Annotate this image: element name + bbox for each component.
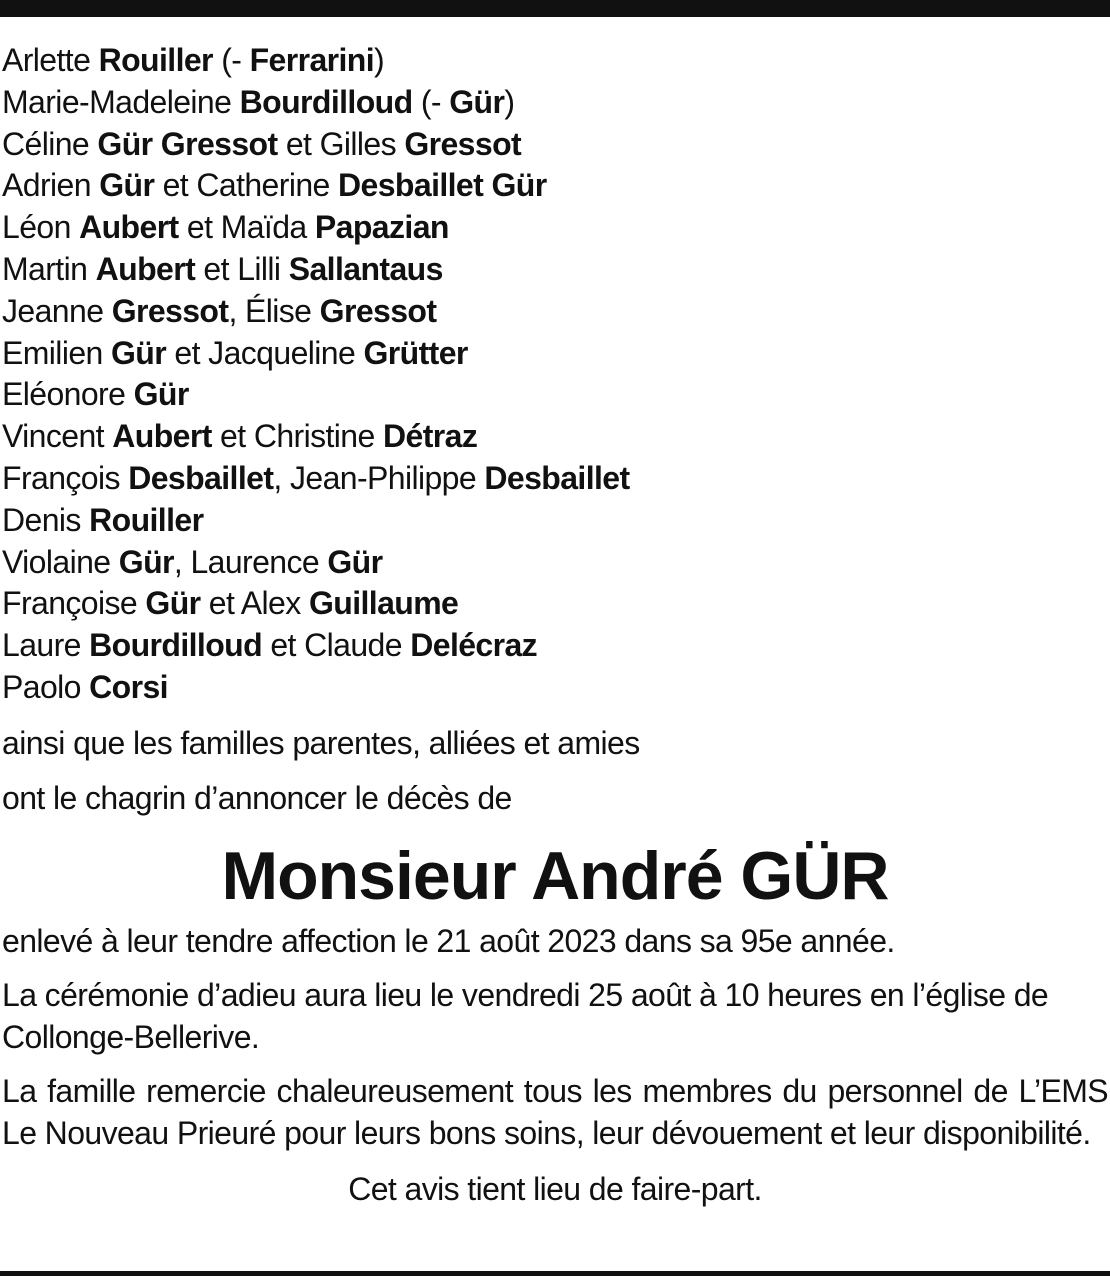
given-name-text: Léon — [2, 209, 80, 246]
mourner-line — [2, 291, 1108, 333]
given-name-text: ) — [504, 83, 515, 120]
given-name-text: ) — [374, 42, 385, 78]
surname: Gür — [118, 543, 174, 580]
top-rule — [0, 0, 1110, 17]
given-name-text: Laure — [2, 627, 90, 664]
mourner-line — [2, 416, 1108, 458]
surname: Bourdilloud — [89, 627, 263, 664]
given-name-text: et Christine — [211, 418, 383, 455]
given-name-text: (- — [212, 42, 250, 78]
surname: Papazian — [314, 209, 449, 246]
mourner-line — [2, 625, 1108, 667]
surname: Aubert — [79, 209, 179, 246]
mourner-line — [2, 40, 1108, 82]
closing-line: Cet avis tient lieu de faire-part. — [348, 1170, 762, 1207]
mourner-line — [2, 667, 1108, 709]
surname: Gür — [99, 167, 155, 204]
surname: Ferrarini — [249, 42, 375, 78]
given-name-text: Martin — [2, 250, 96, 287]
given-name-text: , Élise — [228, 292, 320, 329]
bottom-rule — [0, 1271, 1110, 1276]
ceremony-paragraph: La cérémonie d’adieu aura lieu le vendredi 25 août à 10 heures en l’église de Collonge-Bellerive. — [2, 976, 1049, 1055]
given-name-text: Violaine — [2, 543, 119, 580]
given-name-text: Françoise — [2, 585, 146, 622]
given-name-text: Marie-Madeleine — [2, 83, 240, 120]
surname: Delécraz — [410, 627, 538, 664]
mourner-line — [2, 124, 1108, 166]
mourner-line — [2, 333, 1108, 375]
surname: Aubert — [95, 250, 196, 287]
surname: Aubert — [112, 418, 212, 455]
announcement-line: ont le chagrin d’annoncer le décès de — [2, 779, 512, 816]
given-name-text: et Maïda — [178, 209, 315, 246]
surname: Corsi — [89, 668, 168, 705]
surname: Gür — [133, 376, 189, 413]
given-name-text: et Lilli — [195, 250, 289, 287]
surname: Bourdilloud — [239, 83, 413, 120]
given-name-text: Jeanne — [2, 292, 112, 329]
surname: Rouiller — [89, 501, 204, 538]
passing-line: enlevé à leur tendre affection le 21 août 2023 dans sa 95e année. — [2, 922, 895, 959]
given-name-text: et Claude — [262, 627, 411, 664]
mourners-list — [2, 40, 1108, 709]
surname: Gressot — [319, 292, 437, 329]
given-name-text: Emilien — [2, 334, 112, 371]
obituary-notice — [2, 40, 1108, 1210]
mourner-line — [2, 458, 1108, 500]
surname: Gressot — [404, 125, 522, 162]
mourner-line — [2, 583, 1108, 625]
given-name-text: et Jacqueline — [166, 334, 364, 371]
surname: Gressot — [111, 292, 229, 329]
mourner-line — [2, 165, 1108, 207]
given-name-text: Vincent — [2, 418, 113, 455]
given-name-text: François — [2, 459, 129, 496]
given-name-text: Denis — [2, 501, 90, 538]
surname: Gür — [449, 83, 505, 120]
surname: Desbaillet Gür — [338, 167, 547, 204]
given-name-text: , Jean-Philippe — [273, 459, 485, 496]
surname: Sallantaus — [288, 250, 443, 287]
given-name-text: Céline — [2, 125, 98, 162]
given-name-text: Paolo — [2, 668, 90, 705]
surname: Desbaillet — [484, 459, 630, 496]
thanks-paragraph: La famille remercie chaleureusement tous les membres du personnel de L’EMS Le Nouveau Prieuré pour leurs bons soins, leur dévouement et leur disponibilité. — [2, 1072, 1108, 1151]
surname: Gür — [111, 334, 167, 371]
surname: Gür Gressot — [97, 125, 278, 162]
surname: Gür — [327, 543, 383, 580]
families-line: ainsi que les familles parentes, alliées et amies — [2, 724, 640, 761]
given-name-text: Arlette — [2, 42, 99, 78]
mourner-line — [2, 207, 1108, 249]
given-name-text: et Gilles — [277, 125, 405, 162]
given-name-text: (- — [412, 83, 450, 120]
surname: Détraz — [383, 418, 478, 455]
given-name-text: Adrien — [2, 167, 100, 204]
given-name-text: Eléonore — [2, 376, 134, 413]
surname: Desbaillet — [128, 459, 274, 496]
mourner-line — [2, 82, 1108, 124]
surname: Rouiller — [98, 42, 213, 78]
surname: Gür — [145, 585, 201, 622]
given-name-text: , Laurence — [173, 543, 328, 580]
mourner-line — [2, 500, 1108, 542]
deceased-name: Monsieur André GÜR — [221, 837, 889, 914]
mourner-line — [2, 542, 1108, 584]
surname: Guillaume — [308, 585, 459, 622]
given-name-text: et Catherine — [154, 167, 339, 204]
mourner-line — [2, 374, 1108, 416]
surname: Grütter — [363, 334, 468, 371]
mourner-line — [2, 249, 1108, 291]
given-name-text: et Alex — [200, 585, 309, 622]
